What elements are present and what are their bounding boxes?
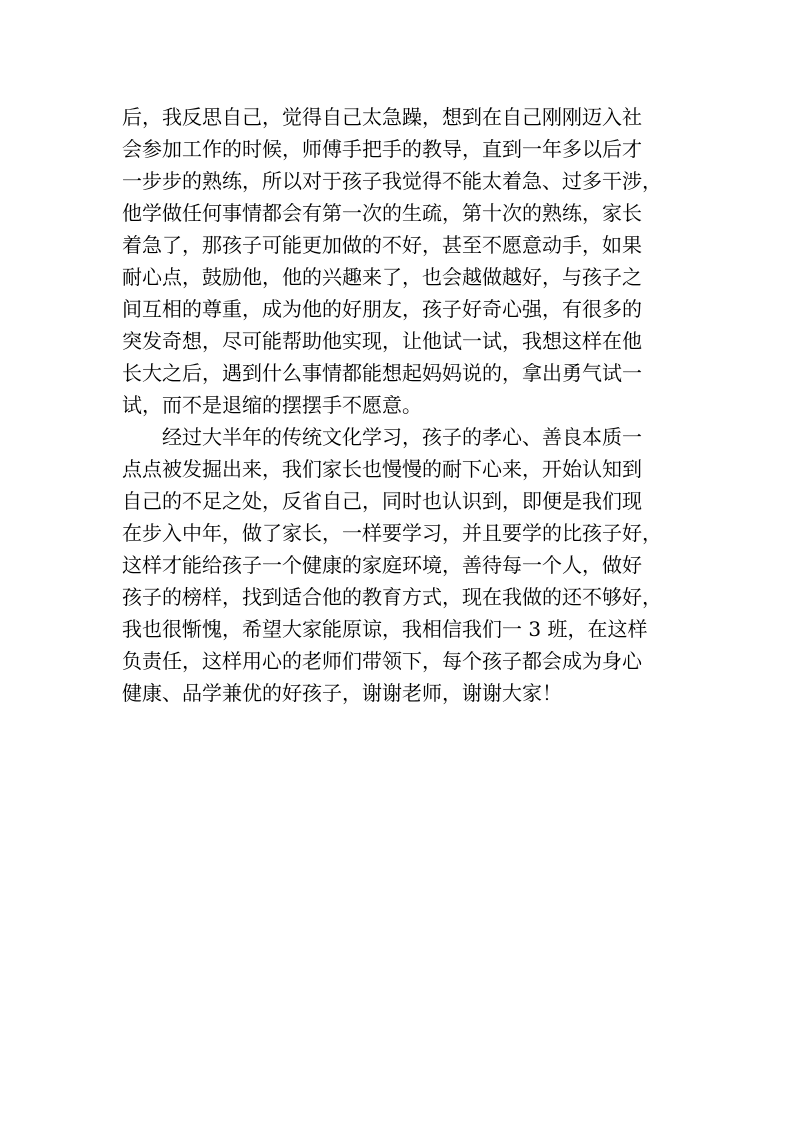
paragraph-line: 这样才能给孩子一个健康的家庭环境，善待每一个人，做好 xyxy=(122,553,642,577)
paragraph-line: 一步步的熟练，所以对于孩子我觉得不能太着急、过多干涉， xyxy=(122,169,662,193)
paragraph-line: 自己的不足之处，反省自己，同时也认识到，即便是我们现 xyxy=(122,489,642,513)
paragraph-line: 突发奇想，尽可能帮助他实现，让他试一试，我想这样在他 xyxy=(122,329,642,353)
paragraph-line: 负责任，这样用心的老师们带领下，每个孩子都会成为身心 xyxy=(122,649,642,673)
paragraph-line: 耐心点，鼓励他，他的兴趣来了，也会越做越好，与孩子之 xyxy=(122,265,642,289)
paragraph-line: 经过大半年的传统文化学习，孩子的孝心、善良本质一 xyxy=(162,425,642,449)
paragraph-1 xyxy=(122,101,682,421)
paragraph-line: 我也很惭愧，希望大家能原谅，我相信我们一 3 班，在这样 xyxy=(122,617,648,641)
paragraph-line: 健康、品学兼优的好孩子，谢谢老师，谢谢大家！ xyxy=(122,681,562,705)
paragraph-line: 着急了，那孩子可能更加做的不好，甚至不愿意动手，如果 xyxy=(122,233,642,257)
paragraph-line: 在步入中年，做了家长，一样要学习，并且要学的比孩子好， xyxy=(122,521,662,545)
paragraph-line: 会参加工作的时候，师傅手把手的教导，直到一年多以后才 xyxy=(122,137,642,161)
paragraph-2 xyxy=(122,421,682,709)
paragraph-line: 他学做任何事情都会有第一次的生疏，第十次的熟练，家长 xyxy=(122,201,642,225)
document-body xyxy=(122,101,682,709)
paragraph-line: 后，我反思自己，觉得自己太急躁，想到在自己刚刚迈入社 xyxy=(122,105,642,129)
paragraph-line: 试，而不是退缩的摆摆手不愿意。 xyxy=(122,393,422,417)
paragraph-line: 长大之后，遇到什么事情都能想起妈妈说的，拿出勇气试一 xyxy=(122,361,642,385)
paragraph-line: 点点被发掘出来，我们家长也慢慢的耐下心来，开始认知到 xyxy=(122,457,642,481)
paragraph-line: 孩子的榜样，找到适合他的教育方式，现在我做的还不够好， xyxy=(122,585,662,609)
paragraph-line: 间互相的尊重，成为他的好朋友，孩子好奇心强，有很多的 xyxy=(122,297,642,321)
